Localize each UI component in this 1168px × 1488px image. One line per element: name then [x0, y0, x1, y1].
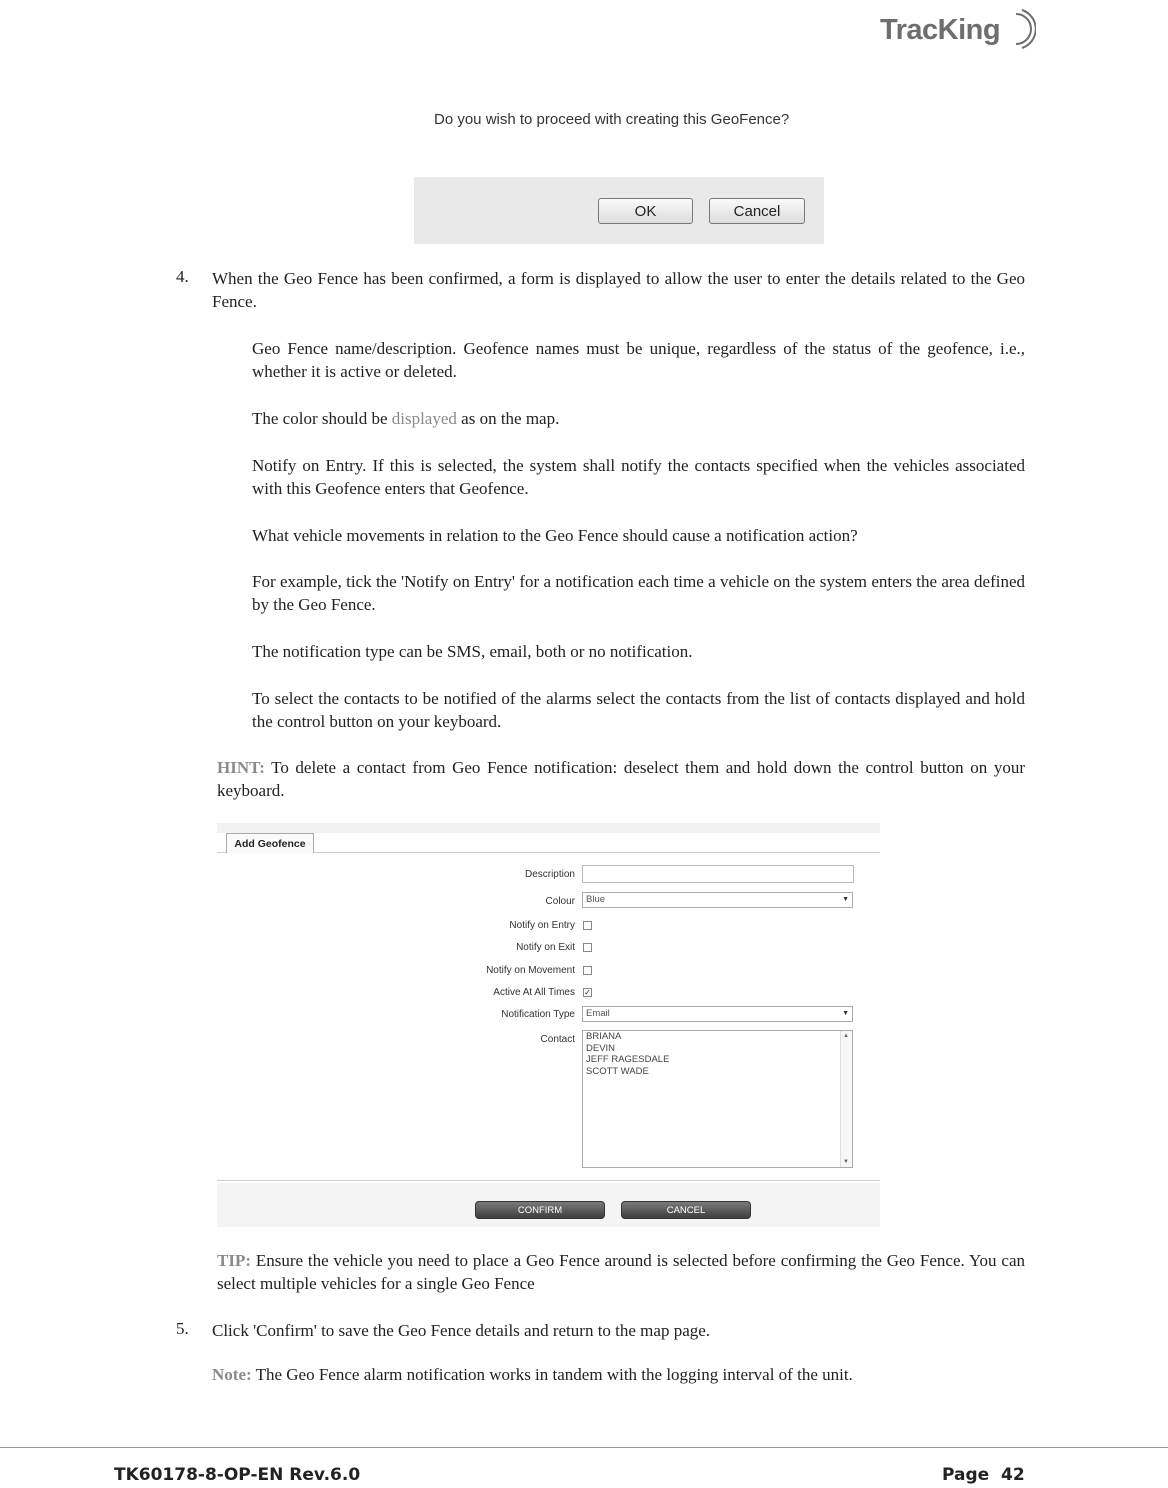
footer-doc-id: TK60178-8-OP-EN Rev.6.0 — [114, 1465, 361, 1485]
colour-value: Blue — [586, 894, 606, 905]
paragraph-notify-entry: Notify on Entry. If this is selected, the system shall notify the contacts specified when the vehicles associated with this Geofence enters that Geofence. — [252, 456, 1025, 498]
signal-arc-icon — [1008, 8, 1036, 50]
contact-item[interactable]: JEFF RAGESDALE — [586, 1054, 670, 1065]
dropdown-arrow-icon: ▼ — [842, 896, 849, 903]
scroll-up-icon[interactable]: ▲ — [843, 1033, 849, 1039]
note-text: The Geo Fence alarm notification works in tandem with the logging interval of the unit. — [251, 1365, 853, 1384]
confirm-button[interactable]: CONFIRM — [475, 1201, 605, 1219]
tab-underline — [314, 852, 880, 853]
paragraph-example: For example, tick the 'Notify on Entry' for a notification each time a vehicle on the system enters the area defined by the Geo Fence. — [252, 572, 1025, 614]
contact-label: Contact — [540, 1034, 575, 1045]
color-text-pre: The color should be — [252, 409, 392, 428]
color-text-post: as on the map. — [456, 409, 560, 428]
notify-entry-label: Notify on Entry — [509, 920, 575, 931]
ok-button[interactable]: OK — [598, 198, 693, 224]
tip-label: TIP: — [217, 1251, 251, 1270]
notification-type-select[interactable] — [582, 1006, 853, 1022]
note-label: Note: — [212, 1365, 252, 1384]
paragraph-vehicle-movements: What vehicle movements in relation to the Geo Fence should cause a notification action? — [252, 526, 858, 545]
notify-entry-checkbox[interactable] — [583, 921, 592, 930]
add-geofence-form — [217, 823, 880, 1227]
paragraph-color — [252, 407, 1025, 430]
step-5-text: Click 'Confirm' to save the Geo Fence details and return to the map page. — [212, 1321, 711, 1340]
contact-item[interactable]: DEVIN — [586, 1042, 616, 1054]
hint-text: To delete a contact from Geo Fence notification: deselect them and hold down the control button on your keyboard. — [217, 758, 1025, 800]
contact-list[interactable] — [582, 1030, 853, 1168]
form-separator — [217, 1180, 880, 1181]
notify-exit-label: Notify on Exit — [516, 942, 575, 953]
footer-page — [942, 1465, 1025, 1485]
active-all-times-label: Active At All Times — [493, 987, 575, 998]
notify-movement-label: Notify on Movement — [486, 965, 575, 976]
tab-underline-left — [217, 852, 226, 853]
cancel-button[interactable]: Cancel — [709, 198, 805, 224]
tip-text: Ensure the vehicle you need to place a Geo Fence around is selected before confirming the Geo Fence. You can select multiple vehicles for a single Geo Fence — [217, 1251, 1025, 1293]
dialog-question: Do you wish to proceed with creating this GeoFence? — [434, 111, 790, 128]
form-cancel-button[interactable]: CANCEL — [621, 1201, 751, 1219]
page-number: 42 — [1001, 1465, 1025, 1485]
notification-type-label: Notification Type — [501, 1009, 575, 1020]
page-label: Page — [942, 1465, 990, 1485]
hint-label: HINT: — [217, 758, 265, 777]
paragraph-notification-type: The notification type can be SMS, email, both or no notification. — [252, 642, 693, 661]
colour-select[interactable] — [582, 892, 853, 908]
active-all-times-checkbox[interactable]: ✓ — [584, 988, 591, 997]
paragraph-select-contacts: To select the contacts to be notified of the alarms select the contacts from the list of contacts displayed and hold the control button on your keyboard. — [252, 689, 1025, 731]
paragraph-name-description: Geo Fence name/description. Geofence names must be unique, regardless of the status of the geofence, i.e., whether it is active or deleted. — [252, 339, 1025, 381]
description-label: Description — [524, 869, 575, 880]
contact-item[interactable]: BRIANA — [586, 1031, 622, 1042]
step-4-text: When the Geo Fence has been confirmed, a form is displayed to allow the user to enter the details related to the Geo Fence. — [212, 269, 1025, 311]
hint-paragraph — [217, 756, 1025, 802]
notification-type-value: Email — [586, 1008, 610, 1019]
contact-item[interactable]: SCOTT WADE — [586, 1065, 649, 1077]
form-top-bar — [217, 823, 880, 833]
contact-list-scrollbar[interactable] — [840, 1031, 852, 1167]
notify-movement-checkbox[interactable] — [583, 966, 592, 975]
color-text-highlight: displayed — [391, 409, 457, 428]
scroll-down-icon[interactable]: ▼ — [843, 1159, 849, 1165]
colour-label: Colour — [545, 896, 575, 907]
dropdown-arrow-icon: ▼ — [842, 1010, 849, 1017]
description-input[interactable] — [582, 865, 854, 883]
note-paragraph — [212, 1363, 1025, 1386]
step-4-number: 4. — [176, 267, 189, 286]
step-5-number: 5. — [176, 1319, 189, 1338]
logo-text: TracKing — [880, 14, 1001, 46]
tab-add-geofence[interactable]: Add Geofence — [226, 833, 314, 853]
dialog-button-bar — [414, 177, 824, 244]
tip-paragraph — [217, 1249, 1025, 1295]
tracking-logo — [880, 6, 1030, 54]
footer-divider — [0, 1447, 1168, 1448]
notify-exit-checkbox[interactable] — [583, 943, 592, 952]
